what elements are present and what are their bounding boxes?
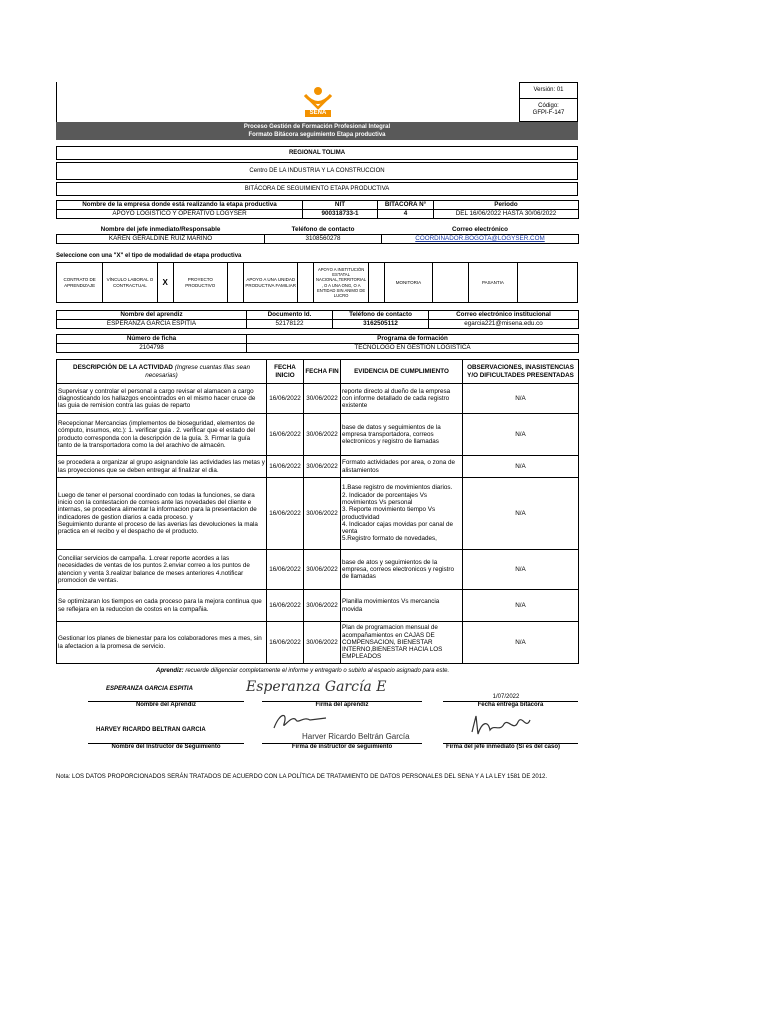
modality-box-pasantia[interactable] (517, 263, 577, 303)
period-label: Periodo (434, 201, 579, 210)
activity-description: Supervisar y controlar el personal a cargo revisar el alamacen a cargo diagnosticando los hallazgos encointrados en el mismo hacer cruce de las guia de remision contra las guias de reparto (57, 384, 267, 414)
activity-description: Gestionar los planes de bienestar para los colaboradores mes a mes, sin la afectacion a la promesa de servicio. (57, 622, 267, 664)
activity-description: Conciliar servicios de campaña. 1.crear reporte acordes a las necesidades de ventas de los puntos 2.enviar correo a los puntos de atencion y venta 3.realizar balance de meses anteriores 4.notificar promocion de ventas. (57, 550, 267, 590)
reminder-bold: Aprendiz: (156, 668, 184, 674)
activities-table (56, 359, 579, 664)
boss-email-label: Correo electrónico (452, 225, 508, 233)
student-name: ESPERANZA GARCIA ESPITIA (57, 320, 247, 329)
activity-start-date: 16/06/2022 (267, 550, 304, 590)
student-name-label-sign: Nombre del Aprendiz (135, 702, 197, 708)
title-band (56, 122, 578, 140)
code-label: Código: (538, 103, 559, 109)
modality-box-monitoria[interactable] (433, 263, 469, 303)
version-text: Versión: 01 (533, 87, 564, 93)
student-sign-label: Firma del aprendiz (315, 702, 369, 708)
student-email-label: Correo electrónico institucional (429, 311, 579, 320)
company-name: APOYO LOGISTICO Y OPERATIVO LOGYSER (57, 210, 303, 219)
boss-name: KAREN GERALDINE RUIZ MARIÑO (57, 234, 265, 243)
student-table (56, 310, 579, 329)
modality-monitoria: MONITORIA (384, 263, 432, 303)
bitacora-label: BITACORA N° (378, 201, 434, 210)
activity-observations: N/A (463, 456, 579, 478)
activity-end-date: 30/06/2022 (304, 550, 341, 590)
ficha-value: 2104798 (57, 344, 247, 353)
boss-label: Nombre del jefe inmediato/Responsable (100, 225, 221, 233)
delivery-label: Fecha entrega bitácora (477, 702, 544, 708)
process-title: Proceso Gestión de Formación Profesional Integral (243, 124, 391, 130)
instructor-signature (252, 710, 432, 744)
bitacora-number: 4 (378, 210, 434, 219)
instructor-sign-label: Firma de instructor de seguimiento (291, 744, 393, 750)
activity-end-header: FECHA FIN (304, 360, 341, 384)
activity-start-header: FECHA INICIO (267, 360, 304, 384)
activity-evidence: base de datos y seguimientos de la empresa transportadora, correos electronicos y registro de llamadas (341, 414, 463, 456)
activity-evidence: Plan de programacion mensual de acompañamientos en CAJAS DE COMPENSACION, BIENESTAR INTERNO,BIENESTAR HACIA LOS EMPLEADOS (341, 622, 463, 664)
modality-box-institucion[interactable] (368, 263, 384, 303)
instructor-signed-name: HARVEY RICARDO BELTRAN GARCIA (96, 727, 206, 733)
program-label: Programa de formación (247, 335, 579, 344)
center-text: Centro DE LA INDUSTRIA Y LA CONSTRUCCION (249, 167, 385, 174)
student-phone: 3162505112 (333, 320, 429, 329)
activity-row (57, 456, 579, 478)
activity-row (57, 478, 579, 550)
sena-logo (301, 86, 335, 118)
doc-title-row (56, 182, 578, 196)
boss-signature-scribble-icon (466, 710, 536, 740)
activity-description: Se optimizaran los tiempos en cada proceso para la mejora continua que se reflejara en la reduccion de costos en la compañia. (57, 590, 267, 622)
modality-institucion: APOYO A INSTITUCIÓN ESTATAL NACIONAL,TERRITORIAL , O A UNA ONG, O A ENTIDAD SIN ANIMO DE LUCRO (314, 263, 368, 303)
activity-evidence: base de atos y seguimientos de la empresa, correos electronicos y registro de llamadas (341, 550, 463, 590)
activity-evidence-header: EVIDENCIA DE CUMPLIMIENTO (341, 360, 463, 384)
reminder-text: recuerde diligenciar completamente el informe y entregarlo o subirlo al espacio asignado para este. (183, 668, 450, 674)
activity-observations: N/A (463, 384, 579, 414)
instructor-print-name: Harver Ricardo Beltrán García (302, 732, 410, 741)
program-value: TECNOLOGO EN GESTION LOGISTICA (247, 344, 579, 353)
activity-description: se procedera a organizar al grupo asignandole las actividades las metas y las proyecciones que se deben entregar al finalizar el dia. (57, 456, 267, 478)
boss-email-link[interactable]: COORDINADOR.BOGOTA@LOGYSER.COM (415, 234, 545, 242)
activity-end-date: 30/06/2022 (304, 456, 341, 478)
student-email: egarcia221@misena.edu.co (429, 320, 579, 329)
activity-evidence: 1.Base registro de movimientos diarios. 2. Indicador de porcentajes Vs movimientos Vs personal 3. Reporte movimiento tiempo Vs productividad 4. Indicador cajas movidas por canal de venta 5.Registro formato de novedades, (341, 478, 463, 550)
company-name-label: Nombre de la empresa donde está realizando la etapa productiva (57, 201, 303, 210)
activity-observations: N/A (463, 622, 579, 664)
activity-end-date: 30/06/2022 (304, 590, 341, 622)
code-cell (519, 98, 578, 122)
activity-start-date: 16/06/2022 (267, 384, 304, 414)
modality-contrato: CONTRATO DE APRENDIZAJE (57, 263, 103, 303)
modality-box-familiar[interactable] (298, 263, 314, 303)
region-row (56, 146, 578, 160)
activity-start-date: 16/06/2022 (267, 478, 304, 550)
activity-end-date: 30/06/2022 (304, 384, 341, 414)
activity-row (57, 590, 579, 622)
region-text: REGIONAL TOLIMA (288, 149, 346, 156)
activity-evidence: reporte directo al dueño de la empresa con informe detallado de cada registro existente (341, 384, 463, 414)
logo-text: SENA (309, 110, 327, 116)
activity-observations: N/A (463, 550, 579, 590)
instructor-name-label: Nombre del Instructor de Seguimiento (111, 744, 221, 750)
activity-row (57, 622, 579, 664)
activity-description: Luego de tener el personal coordinado con todas la funciones, se dara inicio con la contestacion de correos ante las novedades del cliente e internas, se procedera alimentar la informacion para la presentacion de indicadores de gestion diarios a cada proceso. y Seguimiento durante el proceso de las averias las devoluciones la mala practica en el recibo y el despacho de el producto. (57, 478, 267, 550)
activity-desc-title: DESCRIPCIÓN DE LA ACTIVIDAD (73, 364, 173, 372)
activity-evidence: Formato actividades por area, o zona de alistamientos (341, 456, 463, 478)
boss-phone: 3108560278 (265, 234, 382, 243)
modality-pasantia: PASANTIA (469, 263, 517, 303)
activity-row (57, 550, 579, 590)
company-table (56, 200, 579, 219)
modality-vinculo: VÍNCULO LABORAL O CONTRACTUAL (103, 263, 157, 303)
code-value: GFPI-F-147 (532, 110, 565, 116)
doc-title-text: BITÁCORA DE SEGUIMIENTO ETAPA PRODUCTIVA (244, 185, 390, 192)
activity-desc-note: (Ingrese cuantas filas sean necesarias) (145, 364, 250, 379)
company-nit: 900318733-1 (303, 210, 378, 219)
activity-evidence: Planilla movimientos Vs mercancia movida (341, 590, 463, 622)
activity-observations: N/A (463, 478, 579, 550)
student-signature-text: Esperanza García E (246, 679, 387, 695)
modality-table (56, 262, 578, 303)
boss-signature (466, 710, 546, 742)
instructor-signature-scribble-icon (270, 710, 330, 732)
modality-familiar: APOYO A UNA UNIDAD PRODUCTIVA FAMILIAR (244, 263, 298, 303)
student-signed-name: ESPERANZA GARCIA ESPITIA (106, 686, 193, 692)
nit-label: NIT (303, 201, 378, 210)
boss-sign-label: Firma del jefe inmediato (Si es del caso) (445, 744, 561, 750)
activity-end-date: 30/06/2022 (304, 622, 341, 664)
boss-email-cell (382, 234, 579, 243)
modality-proyecto: PROYECTO PRODUCTIVO (173, 263, 227, 303)
format-title: Formato Bitácora seguimiento Etapa productiva (248, 132, 386, 138)
period-value: DEL 16/06/2022 HASTA 30/06/2022 (434, 210, 579, 219)
activity-end-date: 30/06/2022 (304, 478, 341, 550)
activity-body (57, 384, 579, 664)
modality-mark-vinculo[interactable]: X (157, 263, 173, 303)
activity-row (57, 384, 579, 414)
version-cell (519, 82, 578, 99)
activity-observations: N/A (463, 590, 579, 622)
student-doc: 52178122 (247, 320, 333, 329)
boss-phone-label: Teléfono de contacto (291, 225, 355, 233)
activity-start-date: 16/06/2022 (267, 456, 304, 478)
modality-box-proyecto[interactable] (227, 263, 243, 303)
activity-desc-header (57, 360, 267, 384)
activity-description: Recepcionar Mercancias (implementos de bioseguridad, elementos de cómputo, insumos, etc.): 1. verificar guia . 2. verificar que el estado del producto corresponda con la descripción de la guía. 3. Firmar la guía tanto de la transportadora como la del arachivo de almacén. (57, 414, 267, 456)
privacy-note: Nota: LOS DATOS PROPORCIONADOS SERÁN TRATADOS DE ACUERDO CON LA POLÍTICA DE TRATAMIENTO DE DATOS PERSONALES DEL SENA Y A LA LEY 1581 DE 2012. (56, 774, 548, 780)
student-phone-label: Teléfono de contacto (333, 311, 429, 320)
center-row (56, 162, 578, 180)
student-name-label: Nombre del aprendiz (57, 311, 247, 320)
activity-obs-header: OBSERVACIONES, INASISTENCIAS Y/O DIFICULTADES PRESENTADAS (463, 360, 579, 384)
ficha-label: Número de ficha (57, 335, 247, 344)
activity-start-date: 16/06/2022 (267, 622, 304, 664)
modality-instruction: Seleccione con una "X" el tipo de modalidad de etapa productiva (56, 253, 242, 259)
delivery-date: 1/07/2022 (492, 694, 520, 700)
student-doc-label: Documento Id. (247, 311, 333, 320)
activity-start-date: 16/06/2022 (267, 414, 304, 456)
activity-observations: N/A (463, 414, 579, 456)
ficha-table (56, 334, 579, 353)
activity-start-date: 16/06/2022 (267, 590, 304, 622)
activity-row (57, 414, 579, 456)
activity-end-date: 30/06/2022 (304, 414, 341, 456)
boss-table (56, 225, 579, 244)
student-signature (246, 674, 406, 700)
